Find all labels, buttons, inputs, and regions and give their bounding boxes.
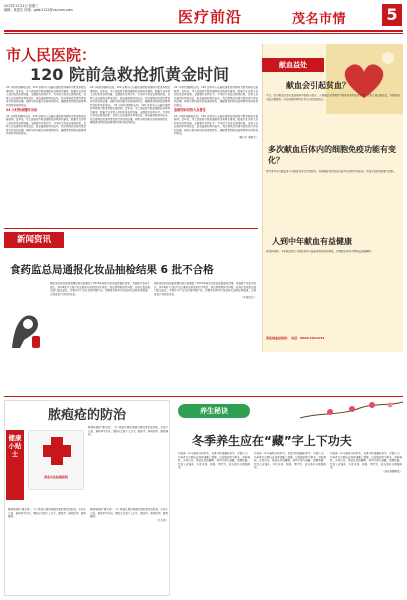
sidebar-q1-body: 不会。因为献血只是从血液循环中抽取小部分，人体通过自我调节可很快恢复到正常状态。正常人每次献血后，骨髓造血功能会被激发，可在较短时间内补足失去的血液成分。 — [266, 94, 400, 101]
news-source: （本报综合） — [240, 296, 256, 299]
health-tips-text: 健康小贴士 — [8, 434, 22, 458]
bottom-divider — [4, 396, 403, 397]
email-line: 信箱：gdsh1122@vip.tom.com — [24, 8, 73, 13]
sidebar-q1-title: 献血会引起贫血？ — [286, 81, 350, 90]
plum-blossom-decoration — [300, 400, 403, 422]
impetigo-body-col3 — [90, 508, 168, 592]
lead-body-col1 — [6, 86, 86, 220]
news-body-text-2: 国家食品药品监督管理总局日前通报了2013年国家化妆品监督抽验结果，共抽检产品若干批次，其中6批不合格产品主要存在标签标识不规范、检出禁用物质等问题。总局已责成相关部门依法查处，并要求生产企业召回问题产品。消费者在购买化妆品时应选择正规渠道，注意查看产品标签信息。 — [154, 282, 256, 296]
header-rule-thin — [4, 33, 403, 34]
winter-body-col2: 冬季是一年中最寒冷的季节，也是万物闭藏的季节。中医认为，冬季养生应顺应自然界闭藏之规律，以敛阴护阳为根本。早卧晚起，必待日光，保证充足的睡眠，有利于阳气潜藏，阴精积蓄。饮食上宜温补，多吃羊肉、核桃、黑豆等，适当进补以增强体质。 — [254, 452, 326, 469]
sidebar-q3-body: 有资料表明，中年献血者比不献血者的心脑血管疾病发病率低，定期献血有助于降低血液黏稠度。 — [266, 250, 374, 253]
lead-headline: 120 院前急救抢抓黄金时间 — [30, 65, 229, 84]
impetigo-byline: （王玉基） — [155, 518, 168, 522]
winter-body-col3 — [330, 452, 402, 592]
health-tips-label — [6, 430, 24, 500]
clinic-name: 茂名市皮肤病医院 — [43, 475, 68, 479]
news-body-col1: 国家食品药品监督管理总局日前通报了2013年国家化妆品监督抽验结果，共抽检产品若干批次，其中6批不合格产品主要存在标签标识不规范、检出禁用物质等问题。总局已责成相关部门依法查处，并要求生产企业召回问题产品。消费者在购买化妆品时应选择正规渠道，注意查看产品标签信息。 — [50, 282, 150, 296]
lead-body-text-1b: 24 小时待命随时出动，120 急救中心以最快速度赶到现场为患者争取宝贵时间。近年来，市人民医院不断加强院前急救体系建设，配备专业急救人员和先进急救设备，全面提升急救水平，为市民生命安全保驾护航。急救人员在接到求救电话后，能在最短时间内出车，到达现场后迅速对患者进行评估和处理，同时与院内相关科室保持联系，确保患者到院后能够得到及时有效的救治。 — [6, 114, 86, 135]
header-rule — [4, 30, 403, 32]
lead-body-col2 — [90, 86, 170, 220]
impetigo-body-col1: 脓疱疮俗称“黄水疮”，为一种由化脓性球菌引起的常见皮肤病，多发于儿童，夏秋季节多见。预防应注意个人卫生，勤洗手，修剪指甲，避免搔抓。 — [88, 426, 168, 436]
section-title-text: 医疗前沿 — [177, 8, 242, 26]
sidebar-q2-body: 有学者对多次献血者与未献血者进行比较研究，发现献血者的免疫功能并未受到不良影响，且部分指标表现更为活跃。 — [266, 170, 397, 173]
lead-body-text-3b: 24 小时待命随时出动，120 急救中心以最快速度赶到现场为患者争取宝贵时间。近年来，市人民医院不断加强院前急救体系建设，配备专业急救人员和先进急救设备，全面提升急救水平，为市民生命安全保驾护航。急救人员在接到求救电话后，能在最短时间内出车，到达现场后迅速对患者进行评估和处理，同时与院内相关科室保持联系，确保患者到院后能够得到及时有效的救治。 — [174, 114, 258, 135]
paper-name: 茂名市情 — [292, 12, 347, 27]
cosmetic-icon — [4, 310, 46, 352]
sidebar-contact — [266, 336, 400, 340]
header-meta — [4, 4, 122, 28]
section-title — [150, 6, 270, 28]
red-cross-icon — [29, 431, 85, 471]
winter-body-text-3: 冬季是一年中最寒冷的季节，也是万物闭藏的季节。中医认为，冬季养生应顺应自然界闭藏之规律，以敛阴护阳为根本。早卧晚起，必待日光，保证充足的睡眠，有利于阳气潜藏，阴精积蓄。饮食上宜温补，多吃羊肉、核桃、黑豆等，适当进补以增强体质。 — [330, 452, 402, 469]
winter-body-col1: 冬季是一年中最寒冷的季节，也是万物闭藏的季节。中医认为，冬季养生应顺应自然界闭藏之规律，以敛阴护阳为根本。早卧晚起，必待日光，保证充足的睡眠，有利于阳气潜藏，阴精积蓄。饮食上宜温补，多吃羊肉、核桃、黑豆等，适当进补以增强体质。 — [178, 452, 250, 469]
impetigo-title: 脓疱疮的防治 — [48, 408, 127, 423]
lead-subhead-2: 急救知识有待大众普及 — [174, 108, 206, 112]
news-tag: 新闻资讯 — [4, 232, 64, 248]
lead-subhead: 24 小时待命随时出动 — [6, 108, 38, 112]
wellness-tag: 养生秘诀 — [178, 404, 250, 418]
news-body-col2 — [154, 282, 256, 392]
contact-phone: 电话：0668-2911234 — [291, 336, 325, 340]
impetigo-body-text-3: 脓疱疮俗称“黄水疮”，为一种由化脓性球菌引起的常见皮肤病，多发于儿童，夏秋季节多见。预防应注意个人卫生，勤洗手，修剪指甲，避免搔抓。 — [90, 508, 168, 518]
cosmetic-illustration — [4, 310, 46, 352]
contact-label: 茂名城血站热线： — [266, 336, 291, 340]
page-number: 5 — [382, 4, 402, 26]
sidebar-q3-title: 人到中年献血有益健康 — [272, 237, 352, 246]
sidebar-tag: 献血益处 — [262, 58, 324, 72]
lead-byline: （黄日生 李继飞） — [237, 135, 258, 139]
masthead — [292, 4, 402, 28]
lead-body-text-2b: 24 小时待命随时出动，120 急救中心以最快速度赶到现场为患者争取宝贵时间。近年来，市人民医院不断加强院前急救体系建设，配备专业急救人员和先进急救设备，全面提升急救水平，为市民生命安全保驾护航。急救人员在接到求救电话后，能在最短时间内出车，到达现场后迅速对患者进行评估和处理，同时与院内相关科室保持联系，确保患者到院后能够得到及时有效的救治。 — [90, 103, 170, 124]
news-divider — [4, 228, 258, 229]
date-line: 2013年12月4日 — [4, 4, 28, 8]
clinic-logo — [28, 430, 84, 490]
lead-headline-kicker: 市人民医院： — [6, 46, 97, 64]
lead-body-text-2: 24 小时待命随时出动，120 急救中心以最快速度赶到现场为患者争取宝贵时间。近年来，市人民医院不断加强院前急救体系建设，配备专业急救人员和先进急救设备，全面提升急救水平，为市民生命安全保驾护航。急救人员在接到求救电话后，能在最短时间内出车，到达现场后迅速对患者进行评估和处理，同时与院内相关科室保持联系，确保患者到院后能够得到及时有效的救治。 — [90, 86, 170, 107]
lead-body-col3 — [174, 86, 258, 220]
winter-headline: 冬季养生应在“藏”字上下功夫 — [192, 434, 352, 448]
impetigo-body-col2: 脓疱疮俗称“黄水疮”，为一种由化脓性球菌引起的常见皮肤病，多发于儿童，夏秋季节多见。预防应注意个人卫生，勤洗手，修剪指甲，避免搔抓。 — [8, 508, 86, 518]
weekday: 星期三 — [28, 4, 39, 8]
flower-icon — [300, 400, 403, 422]
editor-line: 编辑：黄建光 — [4, 8, 24, 13]
winter-source: （摘自某健康报） — [381, 469, 402, 473]
sidebar-q2-title: 多次献血后体内的细胞免疫功能有变化？ — [268, 145, 396, 165]
lead-body-text-3: 24 小时待命随时出动，120 急救中心以最快速度赶到现场为患者争取宝贵时间。近年来，市人民医院不断加强院前急救体系建设，配备专业急救人员和先进急救设备，全面提升急救水平，为市民生命安全保驾护航。急救人员在接到求救电话后，能在最短时间内出车，到达现场后迅速对患者进行评估和处理，同时与院内相关科室保持联系，确保患者到院后能够得到及时有效的救治。 — [174, 86, 258, 107]
lead-body-text-1: 24 小时待命随时出动，120 急救中心以最快速度赶到现场为患者争取宝贵时间。近年来，市人民医院不断加强院前急救体系建设，配备专业急救人员和先进急救设备，全面提升急救水平，为市民生命安全保驾护航。急救人员在接到求救电话后，能在最短时间内出车，到达现场后迅速对患者进行评估和处理，同时与院内相关科室保持联系，确保患者到院后能够得到及时有效的救治。 — [6, 86, 86, 107]
news-headline: 食药监总局通报化妆品抽检结果 6 批不合格 — [10, 264, 214, 276]
